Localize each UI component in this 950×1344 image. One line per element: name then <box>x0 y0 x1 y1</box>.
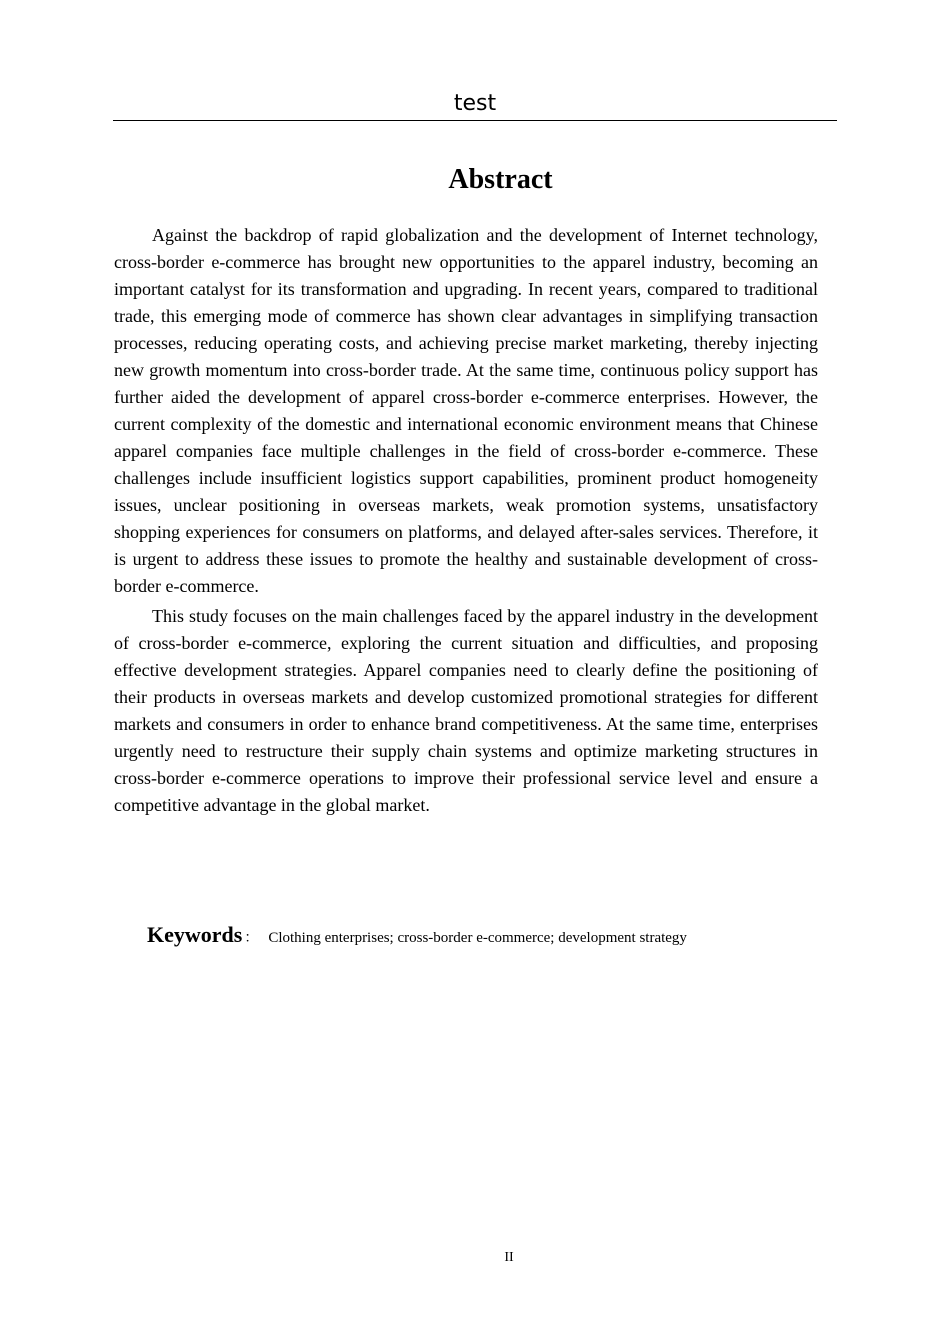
abstract-title: Abstract <box>448 164 553 195</box>
keywords-line <box>147 922 847 948</box>
abstract-body <box>114 222 818 822</box>
page-number: II <box>504 1250 514 1265</box>
keywords-separator: ： <box>244 931 259 946</box>
keywords-label: Keywords <box>147 922 243 947</box>
abstract-paragraph: This study focuses on the main challenges faced by the apparel industry in the development of cross-border e-commerce, exploring the current situation and difficulties, and proposing effective development strategies. Apparel companies need to clearly define the positioning of their products in overseas markets and develop customized promotional strategies for different markets and consumers in order to enhance brand competitiveness. At the same time, enterprises urgently need to restructure their supply chain systems and optimize marketing structures in cross-border e-commerce operations to improve their professional service level and ensure a competitive advantage in the global market. <box>114 606 818 815</box>
running-header: test <box>113 88 837 121</box>
keywords-text: Clothing enterprises; cross-border e-commerce; development strategy <box>268 930 687 946</box>
abstract-paragraph: Against the backdrop of rapid globalization and the development of Internet technology, cross-border e-commerce has brought new opportunities to the apparel industry, becoming an important catalyst for its transformation and upgrading. In recent years, compared to traditional trade, this emerging mode of commerce has shown clear advantages in simplifying transaction processes, reducing operating costs, and achieving precise market marketing, thereby injecting new growth momentum into cross-border trade. At the same time, continuous policy support has further aided the development of apparel cross-border e-commerce enterprises. However, the current complexity of the domestic and international economic environment means that Chinese apparel companies face multiple challenges in the field of cross-border e-commerce. These challenges include insufficient logistics support capabilities, prominent product homogeneity issues, unclear positioning in overseas markets, weak promotion systems, unsatisfactory shopping experiences for consumers on platforms, and delayed after-sales services. Therefore, it is urgent to address these issues to promote the healthy and sustainable development of cross-border e-commerce. <box>114 225 818 596</box>
